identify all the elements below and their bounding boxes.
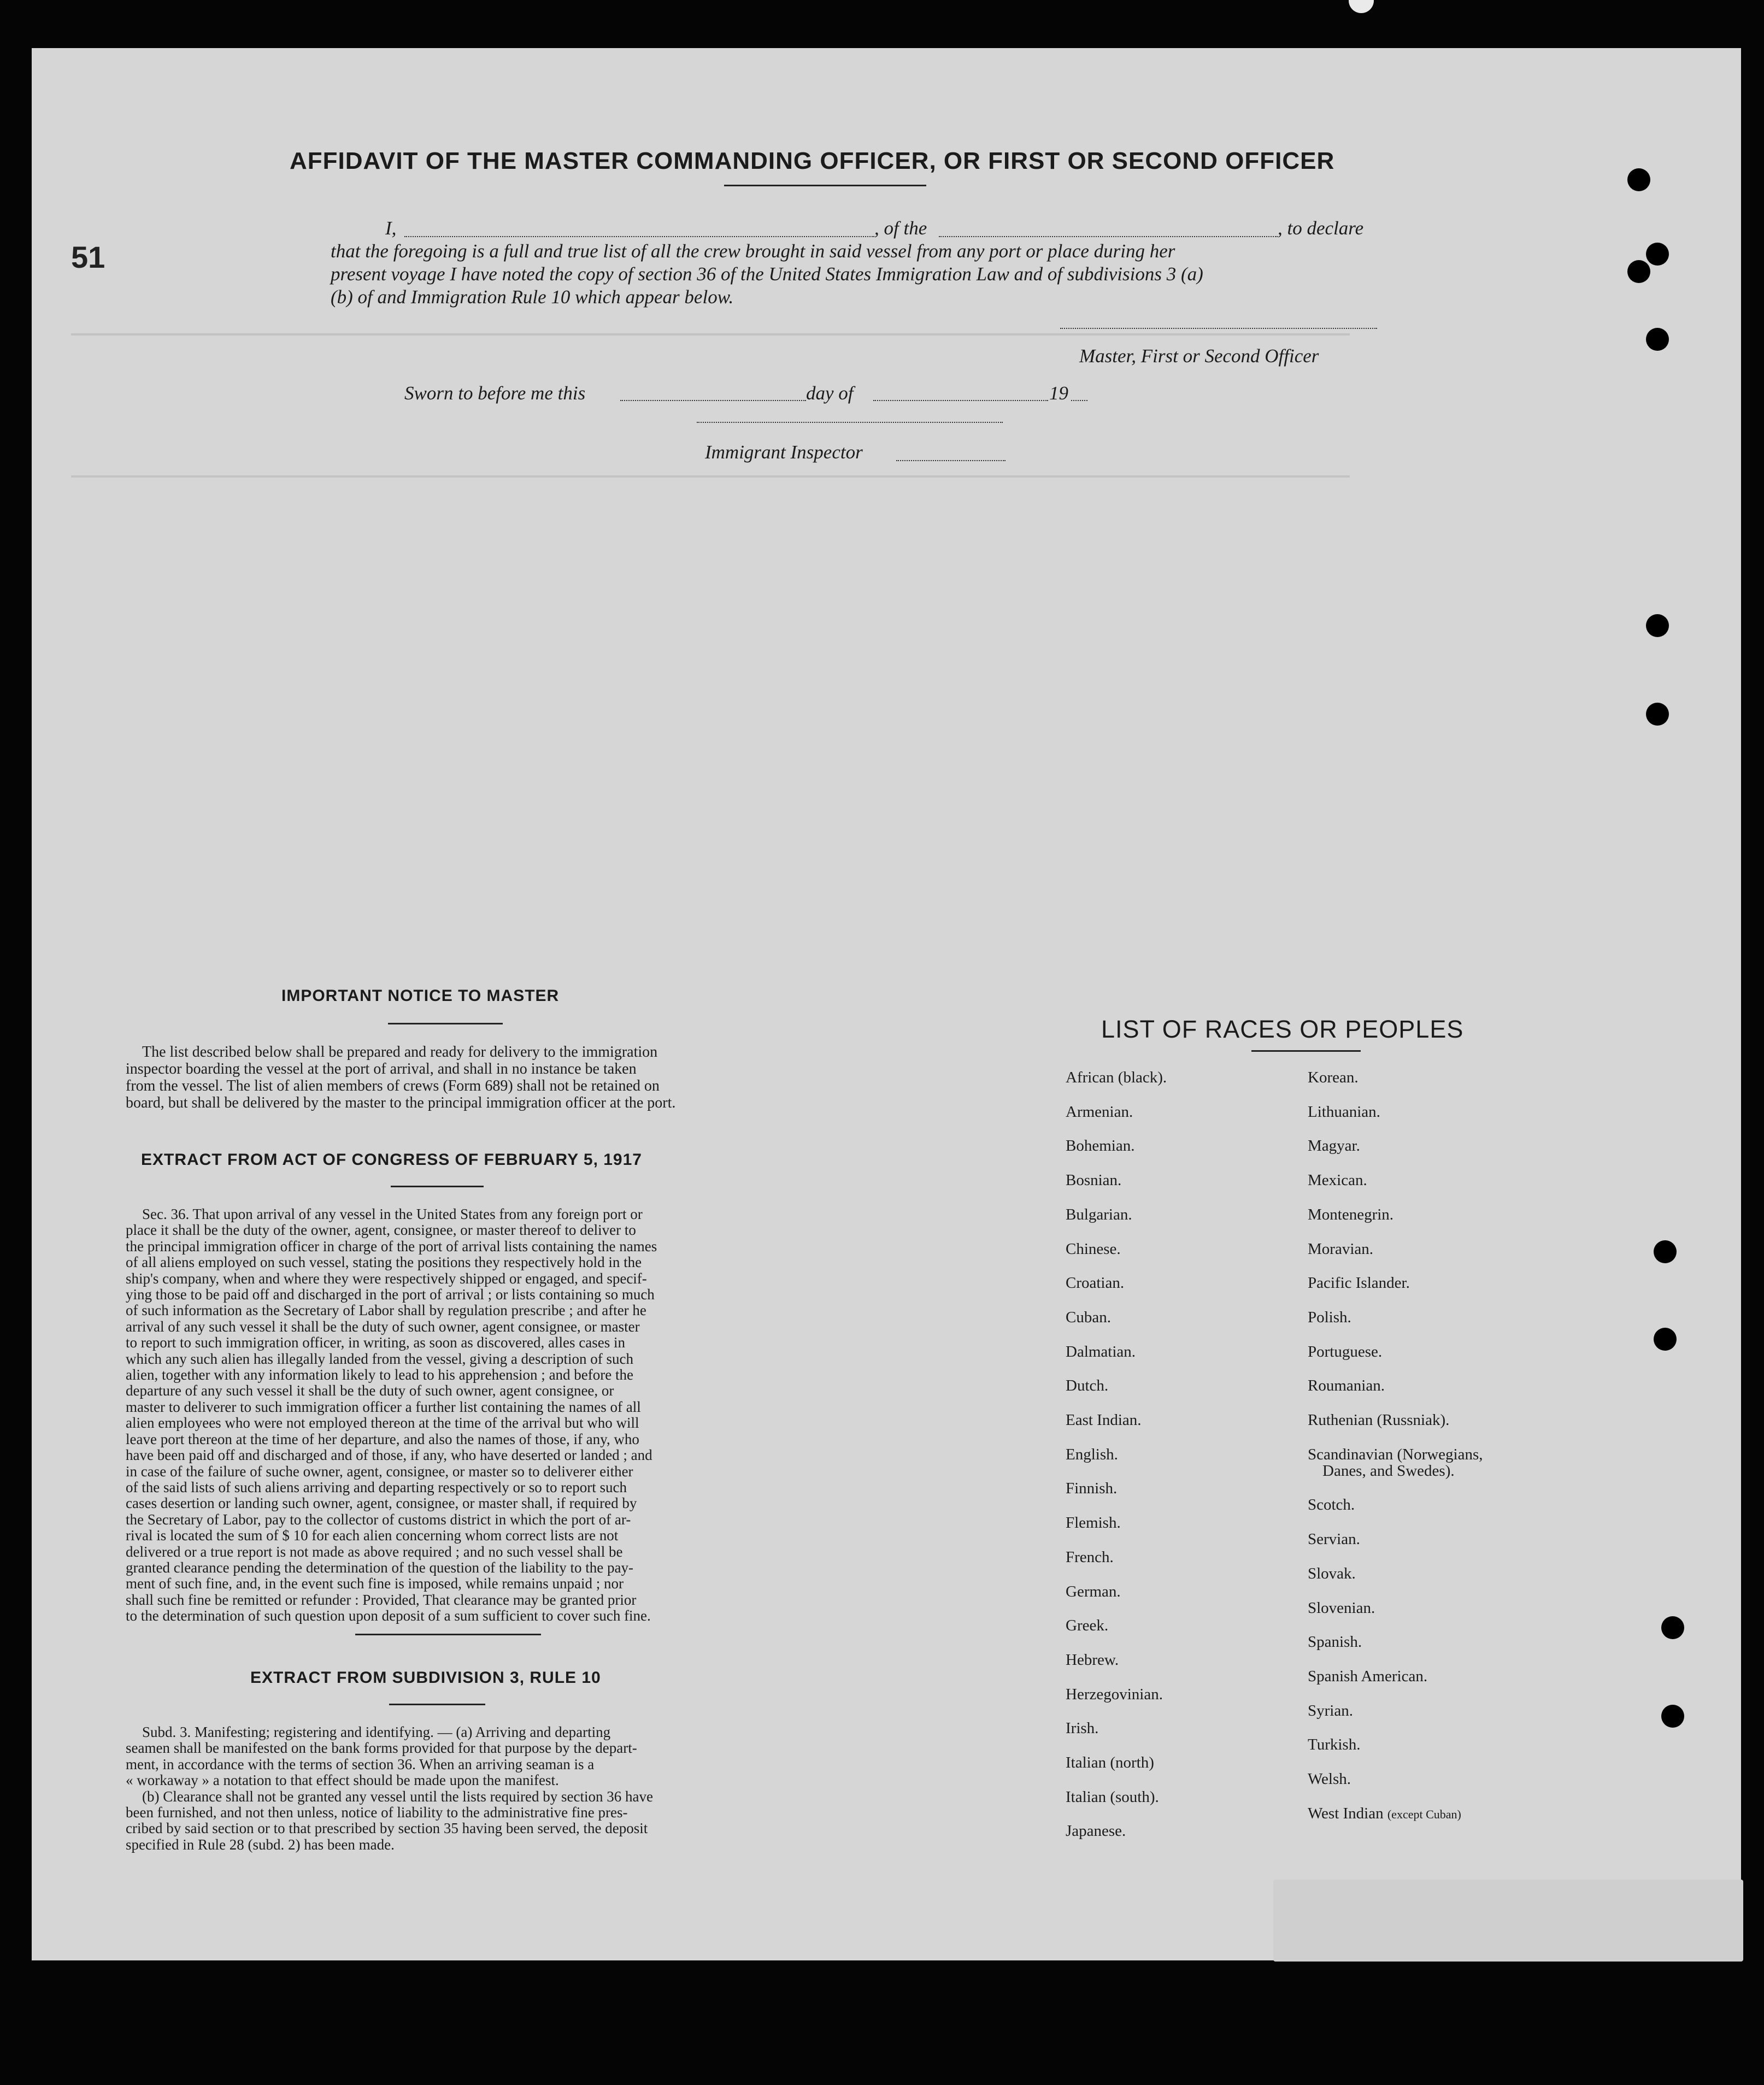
- race-item: Scotch.: [1308, 1496, 1355, 1514]
- notice-line: inspector boarding the vessel at the port of arrival, and shall in no instance be taken: [126, 1061, 637, 1077]
- race-item: African (black).: [1066, 1069, 1167, 1086]
- title-rule: [724, 185, 926, 186]
- name-blank[interactable]: [404, 236, 874, 237]
- notice-text: [126, 1044, 765, 1111]
- race-item: Italian (north): [1066, 1754, 1154, 1771]
- act-line: of all aliens employed on such vessel, stating the positions they respectively hold in the: [126, 1254, 642, 1271]
- act-line: delivered or a true report is not made as above required ; and no such vessel shall be: [126, 1543, 623, 1560]
- vessel-blank[interactable]: [939, 236, 1278, 237]
- binder-hole: [1627, 260, 1650, 283]
- act-line: the Secretary of Labor, pay to the collector of customs district in which the port of ar-: [126, 1511, 631, 1528]
- notice-line: board, but shall be delivered by the master to the principal immigration officer at the port.: [126, 1094, 676, 1111]
- notice-line: from the vessel. The list of alien members of crews (Form 689) shall not be retained on: [126, 1077, 660, 1094]
- act-line: leave port thereon at the time of her departure, and also the names of those, if any, who: [126, 1430, 639, 1447]
- extract-act-title: EXTRACT FROM ACT OF CONGRESS OF FEBRUARY 5, 1917: [141, 1151, 642, 1169]
- affidavit-line: present voyage I have noted the copy of section 36 of the United States Immigration Law and of subdivisions 3 (a): [331, 263, 1203, 285]
- race-item: Dutch.: [1066, 1377, 1109, 1395]
- race-item: East Indian.: [1066, 1411, 1142, 1429]
- extract-rule-title: EXTRACT FROM SUBDIVISION 3, RULE 10: [250, 1669, 601, 1687]
- race-item: Armenian.: [1066, 1103, 1133, 1121]
- extract-act-text: [126, 1206, 765, 1624]
- year-label: 19: [1049, 382, 1068, 404]
- rule-line: seamen shall be manifested on the bank forms provided for that purpose by the depart-: [126, 1740, 637, 1757]
- race-item: Slovak.: [1308, 1564, 1356, 1582]
- race-item: German.: [1066, 1582, 1121, 1600]
- race-item: Irish.: [1066, 1719, 1099, 1738]
- race-item: Bohemian.: [1066, 1137, 1135, 1155]
- year-blank[interactable]: [1071, 400, 1087, 401]
- act-line: the principal immigration officer in charge of the port of arrival lists containing the names: [126, 1238, 657, 1254]
- binder-hole: [1654, 1328, 1677, 1351]
- race-item: Japanese.: [1066, 1822, 1126, 1840]
- race-item: Magyar.: [1308, 1137, 1360, 1155]
- race-item: Ruthenian (Russniak).: [1308, 1411, 1450, 1429]
- rule-line: been furnished, and not then unless, notice of liability to the administrative fine pres-: [126, 1804, 628, 1821]
- act-line: which any such alien has illegally landed from the vessel, giving a description of such: [126, 1350, 634, 1367]
- race-note: (except Cuban): [1387, 1807, 1461, 1821]
- race-item: Bulgarian.: [1066, 1205, 1132, 1223]
- race-item: Danes, and Swedes).: [1322, 1462, 1455, 1480]
- race-item: Scandinavian (Norwegians,: [1308, 1445, 1483, 1463]
- act-line: ying those to be paid off and discharged in the port of arrival ; or lists containing so much: [126, 1286, 655, 1303]
- race-item: Spanish.: [1308, 1633, 1362, 1651]
- act-line: alien employees who were not employed thereon at the time of the arrival but who will: [126, 1415, 639, 1432]
- race-item: Greek.: [1066, 1617, 1109, 1635]
- binder-hole: [1654, 1240, 1677, 1263]
- race-item: Slovenian.: [1308, 1599, 1375, 1617]
- notice-title: IMPORTANT NOTICE TO MASTER: [281, 987, 560, 1005]
- race-item: French.: [1066, 1548, 1114, 1566]
- race-item: Chinese.: [1066, 1240, 1121, 1258]
- race-item: Spanish American.: [1308, 1667, 1428, 1685]
- sworn-label: Sworn to before me this: [404, 382, 586, 404]
- act-line: master to deliverer to such immigration officer a further list containing the names of all: [126, 1398, 641, 1415]
- act-line: ment of such fine, and, in the event such fine is imposed, while remains unpaid ; nor: [126, 1575, 624, 1592]
- act-end-rule: [355, 1634, 541, 1635]
- races-title: LIST OF RACES OR PEOPLES: [1101, 1015, 1464, 1043]
- act-line: to the determination of such question upon deposit of a sum sufficient to cover such fine.: [126, 1607, 651, 1624]
- rule-line: ment, in accordance with the terms of section 36. When an arriving seaman is a: [126, 1756, 595, 1772]
- inspector-signature-blank[interactable]: [697, 422, 1003, 423]
- act-line: of such information as the Secretary of Labor shall by regulation prescribe ; and after he: [126, 1302, 646, 1319]
- act-line: of the said lists of such aliens arriving and departing respectively or so to report such: [126, 1479, 627, 1495]
- inspector-label: Immigrant Inspector: [705, 441, 863, 463]
- race-item: Moravian.: [1308, 1240, 1373, 1258]
- affidavit-of-the: , of the: [874, 217, 927, 239]
- binder-hole: [1646, 703, 1669, 726]
- paper-edge: [1273, 1880, 1743, 1962]
- race-item: Turkish.: [1308, 1736, 1361, 1754]
- act-line: shall such fine be remitted or refunder : Provided, That clearance may be granted prior: [126, 1591, 637, 1608]
- races-rule: [1251, 1050, 1361, 1052]
- race-item: Pacific Islander.: [1308, 1274, 1410, 1292]
- race-item: Roumanian.: [1308, 1377, 1385, 1395]
- affidavit-i: I,: [385, 217, 397, 239]
- race-item: Montenegrin.: [1308, 1205, 1394, 1223]
- binder-hole: [1646, 614, 1669, 637]
- act-line: rival is located the sum of $ 10 for each alien concerning whom correct lists are not: [126, 1527, 619, 1544]
- extract-act-rule: [391, 1186, 484, 1187]
- act-line: arrival of any such vessel it shall be the duty of such owner, agent consignee, or master: [126, 1318, 640, 1335]
- rule-line: specified in Rule 28 (subd. 2) has been made.: [126, 1836, 395, 1853]
- act-line: alien, together with any information likely to lead to his apprehension ; and before the: [126, 1367, 633, 1383]
- race-item: Servian.: [1308, 1530, 1360, 1548]
- affidavit-line: that the foregoing is a full and true list of all the crew brought in said vessel from any port or place during her: [331, 240, 1175, 262]
- master-signature-blank[interactable]: [1060, 328, 1377, 329]
- race-item: West Indian (except Cuban): [1308, 1804, 1461, 1822]
- race-item: Welsh.: [1308, 1770, 1351, 1788]
- rule-line: (b) Clearance shall not be granted any vessel until the lists required by section 36 have: [142, 1788, 653, 1805]
- act-line: departure of any such vessel it shall be the duty of such owner, agent consignee, or: [126, 1382, 614, 1399]
- extract-rule-text: [126, 1724, 765, 1853]
- month-blank[interactable]: [873, 400, 1048, 401]
- binder-hole: [1646, 243, 1669, 266]
- act-line: have been paid off and discharged and of those, if any, who have deserted or landed ; and: [126, 1447, 652, 1464]
- race-item: Korean.: [1308, 1069, 1359, 1086]
- race-item: Flemish.: [1066, 1514, 1121, 1532]
- rule-line: cribed by said section or to that prescribed by section 35 having been served, the deposit: [126, 1820, 648, 1837]
- affidavit-to-declare: , to declare: [1278, 217, 1364, 239]
- notice-rule: [388, 1023, 503, 1024]
- ghost-line: [71, 475, 1350, 478]
- race-item: Lithuanian.: [1308, 1103, 1380, 1121]
- race-item: English.: [1066, 1445, 1118, 1463]
- binder-hole: [1349, 0, 1374, 13]
- race-item: Mexican.: [1308, 1171, 1367, 1189]
- extract-rule-rule: [389, 1704, 485, 1705]
- race-item: Dalmatian.: [1066, 1342, 1136, 1360]
- binder-hole: [1646, 328, 1669, 351]
- binder-hole: [1627, 168, 1650, 191]
- act-line: ship's company, when and where they were respectively shipped or engaged, and specif-: [126, 1270, 647, 1287]
- act-line: cases desertion or landing such owner, agent, consignee, or master shall, if required by: [126, 1495, 637, 1512]
- notice-line: The list described below shall be prepared and ready for delivery to the immigration: [142, 1044, 658, 1061]
- race-item: Croatian.: [1066, 1274, 1125, 1292]
- inspector-tail-blank[interactable]: [896, 460, 1006, 461]
- race-item: Herzegovinian.: [1066, 1685, 1163, 1703]
- sworn-day-blank[interactable]: [620, 400, 806, 401]
- race-item: Hebrew.: [1066, 1651, 1119, 1669]
- race-item: Syrian.: [1308, 1701, 1353, 1719]
- act-line: Sec. 36. That upon arrival of any vessel in the United States from any foreign port or: [142, 1206, 643, 1222]
- act-line: granted clearance pending the determination of the question of the liability to the pay-: [126, 1559, 633, 1576]
- act-line: to report to such immigration officer, in writing, as soon as discovered, alles cases in: [126, 1334, 625, 1351]
- affidavit-title: AFFIDAVIT OF THE MASTER COMMANDING OFFICER, OR FIRST OR SECOND OFFICER: [290, 148, 1335, 174]
- race-item: Portuguese.: [1308, 1342, 1383, 1360]
- race-item: Italian (south).: [1066, 1788, 1159, 1806]
- act-line: place it shall be the duty of the owner, agent, consignee, or master thereof to deliver to: [126, 1222, 636, 1239]
- race-item: Cuban.: [1066, 1308, 1111, 1326]
- margin-number: 51: [71, 240, 105, 274]
- race-item: Polish.: [1308, 1308, 1351, 1326]
- affidavit-line: (b) of and Immigration Rule 10 which appear below.: [331, 286, 734, 308]
- act-line: in case of the failure of suche owner, agent, consignee, or master so to deliverer either: [126, 1463, 633, 1480]
- day-of-label: day of: [806, 382, 854, 404]
- race-item: Bosnian.: [1066, 1171, 1122, 1189]
- binder-hole: [1661, 1705, 1684, 1728]
- ghost-line: [71, 333, 1350, 335]
- rule-line: Subd. 3. Manifesting; registering and identifying. — (a) Arriving and departing: [142, 1724, 611, 1740]
- race-item: Finnish.: [1066, 1480, 1118, 1498]
- rule-line: « workaway » a notation to that effect should be made upon the manifest.: [126, 1772, 559, 1789]
- master-signature-label: Master, First or Second Officer: [1079, 345, 1319, 367]
- binder-hole: [1661, 1616, 1684, 1639]
